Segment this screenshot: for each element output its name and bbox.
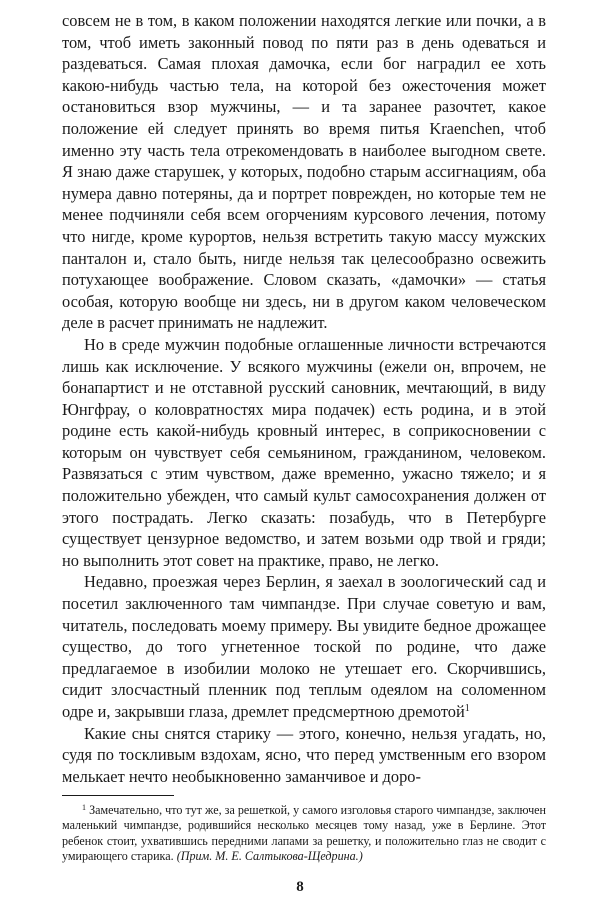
footnote: [62, 803, 546, 864]
footnote-marker: 1: [82, 803, 86, 812]
footnote-text: Замечательно, что тут же, за решеткой, у самого изголовья старого чимпандзе, заключен маленький чимпандзе, родившийся несколько месяцев тому назад, уже в Берлине. Этот ребенок стоит, ухватившись передними лапами за решетку, и положительно глаз не сводит с умирающего старика.: [62, 803, 546, 863]
footnote-reference: 1: [464, 703, 470, 714]
footnote-attribution: (Прим. М. Е. Салтыкова-Щедрина.): [176, 848, 363, 863]
footnote-divider: [62, 795, 174, 796]
paragraph-2: Но в среде мужчин подобные оглашенные личности встречаются лишь как исключение. У всякого мужчины (ежели он, впрочем, не бонапартист и не отставной русский сановник, мечтающий, в виду Юнгфрау, о коловратностях мира подачек) есть родина, и в этой родине есть какой-нибудь кровный интерес, в соприкосновении с которым он чувствует себя семьянином, гражданином, человеком. Развязаться с этим чувством, даже временно, ужасно тяжело; и я положительно убежден, что самый культ самосохранения должен от этого пострадать. Легко сказать: позабудь, что в Петербурге существует цензурное ведомство, и затем возьми одр твой и гряди; но выполнить этот совет на практике, право, не легко.: [62, 334, 546, 570]
paragraph-1: совсем не в том, в каком положении находятся легкие или почки, а в том, чтоб иметь законный повод по пяти раз в день одеваться и раздеваться. Самая плохая дамочка, если бог наградил ее хоть какою-нибудь частью тела, на которой без ожесточения может остановиться взор мужчины, — и та заранее разочтет, какое положение ей следует принять во время питья Kraenchen, чтоб именно эту часть тела отрекомендовать в наиболее выгодном свете. Я знаю даже старушек, у которых, подобно старым ассигнациям, оба нумера давно потеряны, да и портрет поврежден, но которые тем не менее подчиняли себя всем огорчениям курсового лечения, потому что нигде, кроме курортов, нельзя встретить такую массу мужских панталон и, стало быть, нигде нельзя так целесообразно освежить потухающее воображение. Словом сказать, «дамочки» — статья особая, которую вообще ни здесь, ни в другом каком человеческом деле в расчет принимать не надлежит.: [62, 11, 546, 333]
page-number: 8: [296, 879, 304, 895]
paragraph-4: Какие сны снятся старику — этого, конечно, нельзя угадать, но, судя по тоскливым вздохам, ясно, что перед умственным его взором мелькает нечто необыкновенно заманчивое и доро-: [62, 723, 546, 786]
paragraph-3-text: Недавно, проезжая через Берлин, я заехал в зоологический сад и посетил заключенного там чимпандзе. При случае советую и вам, читатель, последовать моему примеру. Вы увидите бедное дрожащее существо, до того угнетенное тоской по родине, что даже предлагаемое в изобилии молоко не утешает его. Скорчившись, сидит злосчастный пленник под теплым одеялом на соломенном одре и, закрывши глаза, дремлет предсмертною дремотой: [62, 572, 546, 721]
main-text: [62, 10, 546, 787]
paragraph-3: [62, 571, 546, 722]
